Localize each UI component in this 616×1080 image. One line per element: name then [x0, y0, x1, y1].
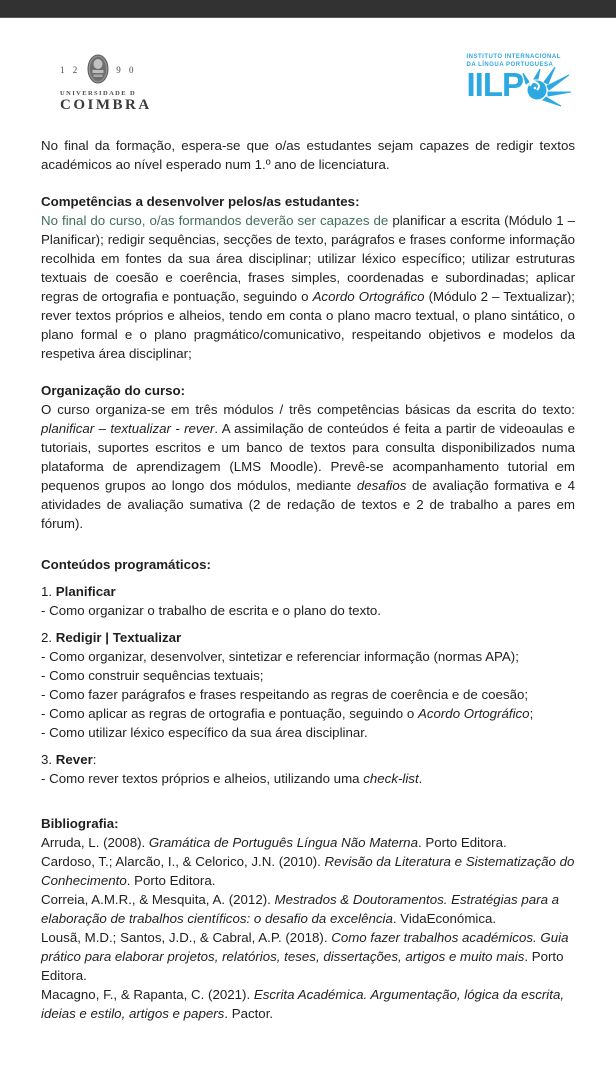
competencias-heading: Competências a desenvolver pelos/as estudantes:: [41, 194, 360, 209]
iilp-acronym: IILP: [466, 66, 523, 103]
bibliography-reference: Macagno, F., & Rapanta, C. (2021). Escrita Académica. Argumentação, lógica da escrita, ideias e estilo, artigos e papers. Pactor.: [41, 987, 565, 1021]
conteudos-section-rever: [41, 750, 575, 788]
coimbra-year-right: 9 0: [116, 65, 137, 75]
coimbra-seal-icon: [87, 54, 109, 86]
iilp-name-line1: INSTITUTO INTERNACIONAL: [466, 54, 561, 60]
viewer-top-bar: [0, 0, 616, 18]
bibliography-reference: Lousã, M.D.; Santos, J.D., & Cabral, A.P. (2018). Como fazer trabalhos académicos. Guia prático para elaborar projetos, relatórios, teses, dissertações, artigos e muito mais. Porto Editora.: [41, 930, 569, 983]
conteudos-section-redigir: [41, 628, 575, 742]
conteudos-heading: Conteúdos programáticos:: [41, 557, 211, 572]
section-2-item: - Como fazer parágrafos e frases respeitando as regras de coerência e de coesão;: [41, 687, 529, 702]
iilp-name-line2: DA LÍNGUA PORTUGUESA: [466, 61, 554, 68]
coimbra-year-left: 1 2: [60, 65, 81, 75]
section-2-item: - Como construir sequências textuais;: [41, 668, 264, 683]
coimbra-seal-row: [60, 54, 152, 86]
intro-paragraph: No final da formação, espera-se que o/as estudantes sejam capazes de redigir textos académicos ao nível esperado num 1.º ano de licenciatura.: [41, 138, 575, 172]
section-1-item: - Como organizar o trabalho de escrita e o plano do texto.: [41, 603, 382, 618]
bibliography-reference: Cardoso, T.; Alarcão, I., & Celorico, J.N. (2010). Revisão da Literatura e Sistematização do Conhecimento. Porto Editora.: [41, 854, 575, 888]
organizacao-heading: Organização do curso:: [41, 383, 186, 398]
coimbra-city-label: COIMBRA: [60, 97, 152, 113]
section-2-item: - Como aplicar as regras de ortografia e pontuação, seguindo o Acordo Ortográfico;: [41, 706, 534, 721]
section-2-item: - Como organizar, desenvolver, sintetizar e referenciar informação (normas APA);: [41, 649, 519, 664]
document-page: [0, 54, 616, 1023]
bibliografia-heading: Bibliografia:: [41, 816, 119, 831]
organizacao-paragraph: O curso organiza-se em três módulos / três competências básicas da escrita do texto: planificar – textualizar - rever. A assimilação de conteúdos é feita a partir de videoaulas e tutoriais, suportes escritos e um banco de textos para consulta disponibilizados numa plataforma de aprendizagem (LMS Moodle). Prevê-se acompanhamento tutorial em pequenos grupos ao longo dos módulos, mediante desafios de avaliação formativa e 4 atividades de avaliação sumativa (2 de redação de textos e 2 de trabalho a pares em fórum).: [41, 402, 576, 531]
document-body: [41, 136, 575, 1023]
coimbra-logo: [60, 54, 152, 114]
coimbra-university-label: UNIVERSIDADE D: [60, 90, 137, 97]
section-3-item: - Como rever textos próprios e alheios, utilizando uma check-list.: [41, 771, 423, 786]
iilp-logo: [466, 54, 573, 112]
competencias-paragraph: No final do curso, o/as formandos deverão ser capazes de planificar a escrita (Módulo 1 – Planificar); redigir sequências, secções de texto, parágrafos e frases conforme informação recolhida em fontes da sua área disciplinar; utilizar léxico específico; utilizar estruturas textuais de coesão e coerência, frases simples, coordenadas e subordinadas; aplicar regras de ortografia e pontuação, seguindo o Acordo Ortográfico (Módulo 2 – Textualizar); rever textos próprios e alheios, tendo em conta o plano macro textual, o plano sintático, o plano formal e o plano pragmático/comunicativo, respeitando objetivos e modelos da respetiva área disciplinar;: [41, 213, 575, 361]
bibliography-reference: Correia, A.M.R., & Mesquita, A. (2012). Mestrados & Doutoramentos. Estratégias para a elaboração de trabalhos científicos: o desafio da excelência. VidaEconómica.: [41, 892, 560, 926]
section-3-heading: 3. Rever:: [41, 752, 97, 767]
conteudos-section-planificar: [41, 582, 575, 620]
section-1-heading: 1. Planificar: [41, 584, 116, 599]
section-2-heading: 2. Redigir | Textualizar: [41, 630, 182, 645]
bibliography-reference: Arruda, L. (2008). Gramática de Português Língua Não Materna. Porto Editora.: [41, 835, 507, 850]
iilp-sun-icon: [521, 65, 573, 112]
iilp-wordmark: [466, 66, 573, 112]
section-2-item: - Como utilizar léxico específico da sua área disciplinar.: [41, 725, 368, 740]
document-header: [41, 54, 575, 114]
